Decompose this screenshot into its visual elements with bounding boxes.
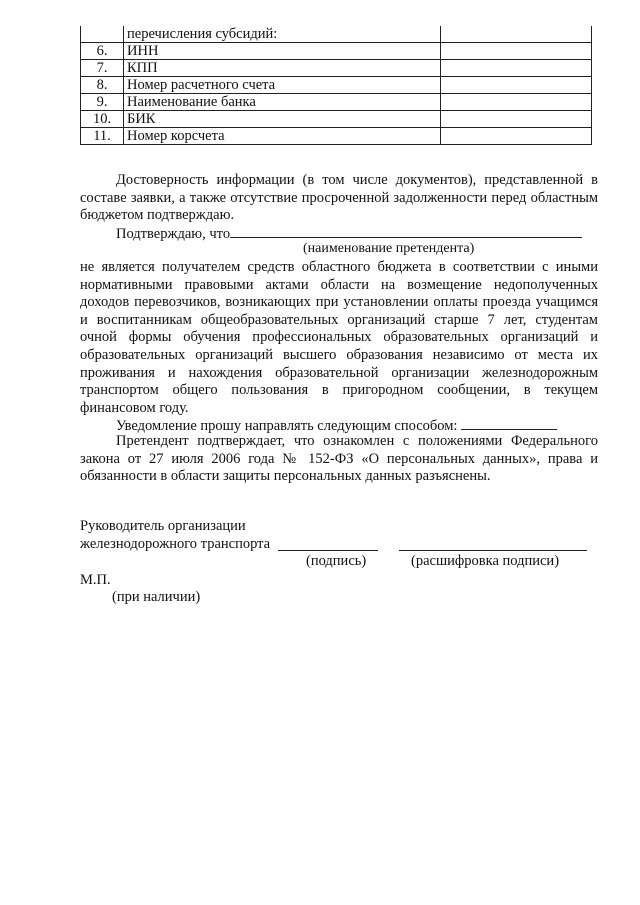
signature-role-line1: Руководитель организации [80, 518, 246, 534]
notification-text: Уведомление прошу направлять следующим способом: [116, 418, 458, 434]
row-label: КПП [124, 60, 441, 77]
signature-line [278, 550, 378, 551]
row-value-cell [441, 60, 592, 77]
signature-caption: (подпись) [306, 553, 367, 569]
row-value-cell [441, 111, 592, 128]
paragraph-not-recipient: не является получателем средств областного бюджета в соответствии с иными нормативными правовыми актами области на возмещение недополученных доходов перевозчиков, возникающих при установлении оплаты проезда учащимся и воспитанникам общеобразовательных организаций старше 7 лет, студентам очной формы обучения профессиональных образовательных организаций и образовательных организаций высшего образования независимо от места их проживания и нахождения образовательной организации железнодорожным транспортом общего пользования в пригородном сообщении, в текущем финансовом году. [80, 259, 598, 416]
row-label: Номер расчетного счета [124, 77, 441, 94]
row-number [81, 26, 124, 43]
table-row [81, 26, 592, 43]
row-number: 7. [81, 60, 124, 77]
row-number: 10. [81, 111, 124, 128]
stamp-note: (при наличии) [112, 589, 201, 605]
paragraph-reliability: Достоверность информации (в том числе документов), представленной в составе заявки, а также отсутствие просроченной задолженности перед областным бюджетом подтверждаю. [80, 172, 598, 224]
row-number: 6. [81, 43, 124, 60]
row-label: ИНН [124, 43, 441, 60]
signature-role-line2: железнодорожного транспорта [80, 536, 271, 552]
row-label: Номер корсчета [124, 128, 441, 145]
table-row [81, 94, 592, 111]
row-label: перечисления субсидий: [124, 26, 441, 43]
table-row [81, 60, 592, 77]
requisites-table [80, 26, 592, 145]
row-value-cell [441, 26, 592, 43]
signature-decode-line [399, 550, 587, 551]
notification-method-line [461, 417, 557, 430]
row-value-cell [441, 128, 592, 145]
signature-decode-caption: (расшифровка подписи) [411, 553, 560, 569]
row-number: 9. [81, 94, 124, 111]
row-value-cell [441, 94, 592, 111]
row-number: 11. [81, 128, 124, 145]
confirm-lead: Подтверждаю, что [116, 226, 231, 242]
row-number: 8. [81, 77, 124, 94]
row-value-cell [441, 77, 592, 94]
row-label: Наименование банка [124, 94, 441, 111]
applicant-name-caption: (наименование претендента) [303, 241, 475, 256]
applicant-name-line [230, 225, 582, 238]
row-value-cell [441, 43, 592, 60]
stamp-label: М.П. [80, 572, 111, 588]
row-label: БИК [124, 111, 441, 128]
table-row [81, 43, 592, 60]
table-row [81, 77, 592, 94]
paragraph-personal-data: Претендент подтверждает, что ознакомлен с положениями Федерального закона от 27 июля 2006 года № 152-ФЗ «О персональных данных», права и обязанности в области защиты персональных данных разъяснены. [80, 433, 598, 485]
table-row [81, 128, 592, 145]
table-row [81, 111, 592, 128]
